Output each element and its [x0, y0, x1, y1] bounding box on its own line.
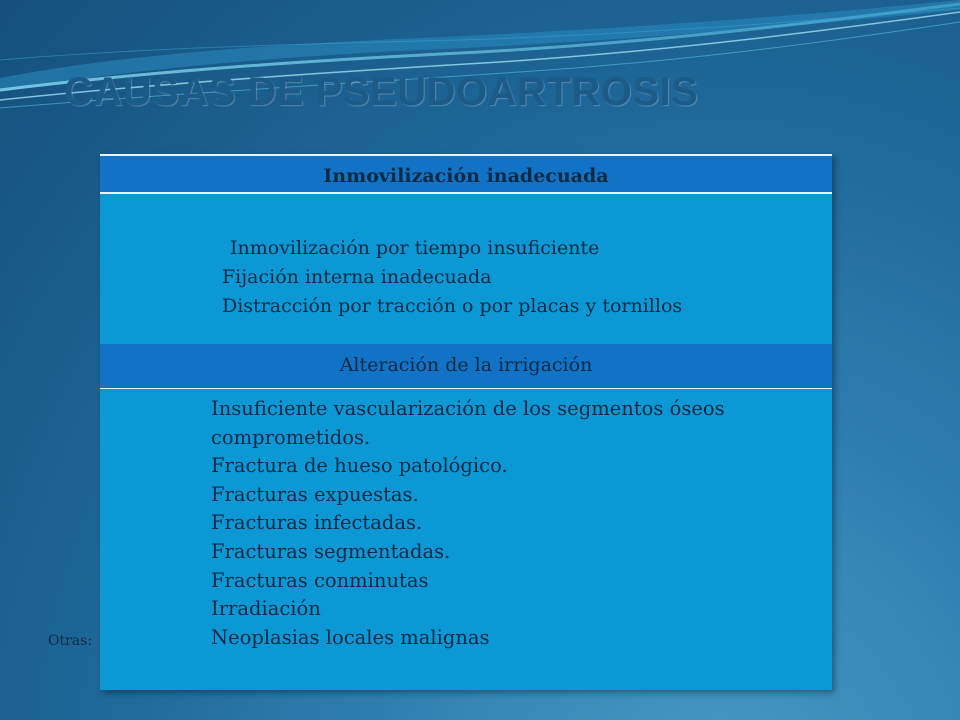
slide-title: CAUSAS DE PSEUDOARTROSIS — [64, 70, 699, 114]
list-item: Fracturas infectadas. — [211, 511, 423, 535]
list-item: Fijación interna inadecuada — [222, 266, 492, 288]
irrigacion-list — [211, 395, 725, 652]
section-header-inmovilizacion: Inmovilización inadecuada — [100, 154, 832, 194]
list-item: Fracturas segmentadas. — [211, 539, 451, 563]
causes-table — [100, 154, 832, 690]
list-item: Neoplasias locales malignas — [211, 625, 490, 649]
section-body-inmovilizacion — [100, 196, 832, 345]
section-body-irrigacion — [100, 389, 832, 690]
inmovilizacion-list — [222, 234, 682, 321]
section-header-irrigacion: Alteración de la irrigación — [100, 344, 832, 389]
list-item: Insuficiente vascularización de los segmentos óseos — [211, 397, 725, 420]
list-item: Irradiación — [211, 597, 321, 621]
list-item: comprometidos. — [211, 425, 371, 449]
list-item: Inmovilización por tiempo insuficiente — [230, 237, 600, 259]
otras-label: Otras: — [48, 633, 93, 649]
list-item: Fractura de hueso patológico. — [211, 454, 508, 478]
list-item: Distracción por tracción o por placas y tornillos — [222, 295, 683, 317]
list-item: Fracturas expuestas. — [211, 482, 419, 506]
list-item: Fracturas conminutas — [211, 568, 429, 592]
